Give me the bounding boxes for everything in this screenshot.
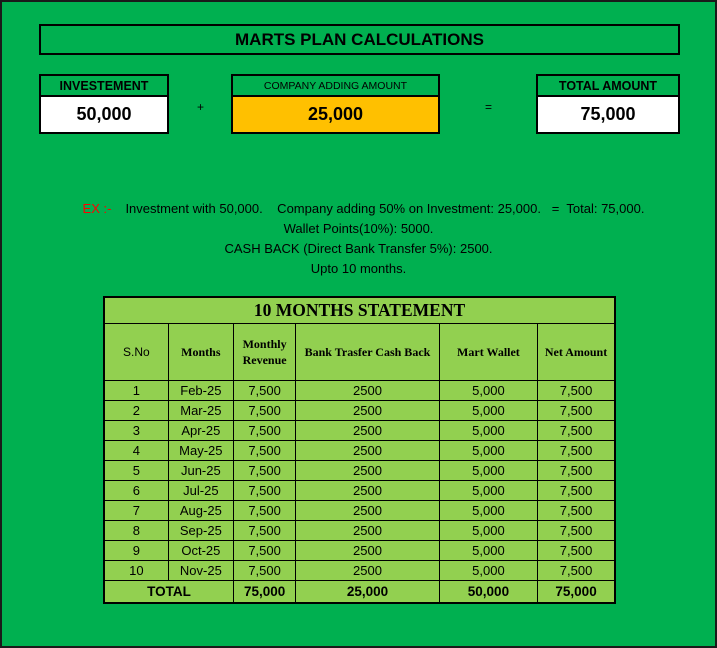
statement-table [103,296,616,604]
row-cashback: 2500 [296,561,440,581]
row-net: 7,500 [538,381,615,401]
row-sno: 1 [104,381,168,401]
total-box [536,74,680,134]
investment-value: 50,000 [41,97,167,132]
table-row [104,521,615,541]
row-wallet: 5,000 [439,461,537,481]
total-net: 75,000 [538,581,615,604]
row-wallet: 5,000 [439,521,537,541]
row-wallet: 5,000 [439,381,537,401]
row-net: 7,500 [538,561,615,581]
total-wallet: 50,000 [439,581,537,604]
row-net: 7,500 [538,501,615,521]
row-net: 7,500 [538,441,615,461]
row-sno: 9 [104,541,168,561]
investment-label: INVESTEMENT [41,76,167,97]
row-net: 7,500 [538,421,615,441]
page-title: MARTS PLAN CALCULATIONS [39,24,680,55]
example-block [0,199,717,279]
example-text-1: Investment with 50,000. Company adding 50% on Investment: 25,000. = Total: 75,000. [125,201,645,216]
row-month: Mar-25 [168,401,233,421]
header-sno: S.No [104,324,168,381]
total-label: TOTAL AMOUNT [538,76,678,97]
company-box [231,74,440,134]
equals-sign: = [485,100,493,114]
header-net-amount: Net Amount [538,324,615,381]
row-sno: 7 [104,501,168,521]
table-row [104,381,615,401]
row-revenue: 7,500 [233,501,295,521]
row-sno: 3 [104,421,168,441]
table-row [104,481,615,501]
total-cashback: 25,000 [296,581,440,604]
row-revenue: 7,500 [233,401,295,421]
statement-title: 10 MONTHS STATEMENT [104,297,615,324]
example-line-3: CASH BACK (Direct Bank Transfer 5%): 2500. [224,241,493,256]
row-cashback: 2500 [296,381,440,401]
row-month: Nov-25 [168,561,233,581]
row-month: Jun-25 [168,461,233,481]
row-wallet: 5,000 [439,561,537,581]
header-mart-wallet: Mart Wallet [439,324,537,381]
row-net: 7,500 [538,541,615,561]
row-sno: 8 [104,521,168,541]
row-revenue: 7,500 [233,421,295,441]
total-revenue: 75,000 [233,581,295,604]
row-wallet: 5,000 [439,421,537,441]
row-revenue: 7,500 [233,561,295,581]
example-line-1 [0,199,717,219]
table-row [104,501,615,521]
row-month: May-25 [168,441,233,461]
header-months: Months [168,324,233,381]
row-net: 7,500 [538,401,615,421]
total-row [104,581,615,604]
row-cashback: 2500 [296,541,440,561]
row-sno: 2 [104,401,168,421]
row-cashback: 2500 [296,461,440,481]
row-revenue: 7,500 [233,461,295,481]
plus-sign: + [197,100,205,114]
row-month: Feb-25 [168,381,233,401]
table-row [104,541,615,561]
row-cashback: 2500 [296,501,440,521]
row-month: Oct-25 [168,541,233,561]
row-month: Jul-25 [168,481,233,501]
row-cashback: 2500 [296,521,440,541]
row-wallet: 5,000 [439,401,537,421]
row-month: Aug-25 [168,501,233,521]
table-row [104,441,615,461]
row-cashback: 2500 [296,441,440,461]
total-row-label: TOTAL [104,581,233,604]
row-cashback: 2500 [296,421,440,441]
statement-body [104,381,615,581]
header-monthly-revenue: Monthly Revenue [233,324,295,381]
row-cashback: 2500 [296,481,440,501]
table-row [104,561,615,581]
row-cashback: 2500 [296,401,440,421]
row-revenue: 7,500 [233,521,295,541]
row-revenue: 7,500 [233,481,295,501]
example-label: EX :- [82,201,112,216]
row-wallet: 5,000 [439,501,537,521]
row-revenue: 7,500 [233,381,295,401]
company-value: 25,000 [233,97,438,132]
row-sno: 10 [104,561,168,581]
table-row [104,461,615,481]
table-row [104,401,615,421]
row-net: 7,500 [538,521,615,541]
header-cash-back: Bank Trasfer Cash Back [296,324,440,381]
table-row [104,421,615,441]
company-label: COMPANY ADDING AMOUNT [233,76,438,97]
row-month: Apr-25 [168,421,233,441]
row-sno: 6 [104,481,168,501]
row-wallet: 5,000 [439,481,537,501]
row-wallet: 5,000 [439,541,537,561]
total-value: 75,000 [538,97,678,132]
row-sno: 5 [104,461,168,481]
example-line-4: Upto 10 months. [310,261,407,276]
row-wallet: 5,000 [439,441,537,461]
investment-box [39,74,169,134]
row-revenue: 7,500 [233,541,295,561]
row-revenue: 7,500 [233,441,295,461]
row-month: Sep-25 [168,521,233,541]
row-net: 7,500 [538,461,615,481]
example-line-2: Wallet Points(10%): 5000. [283,221,434,236]
row-net: 7,500 [538,481,615,501]
row-sno: 4 [104,441,168,461]
